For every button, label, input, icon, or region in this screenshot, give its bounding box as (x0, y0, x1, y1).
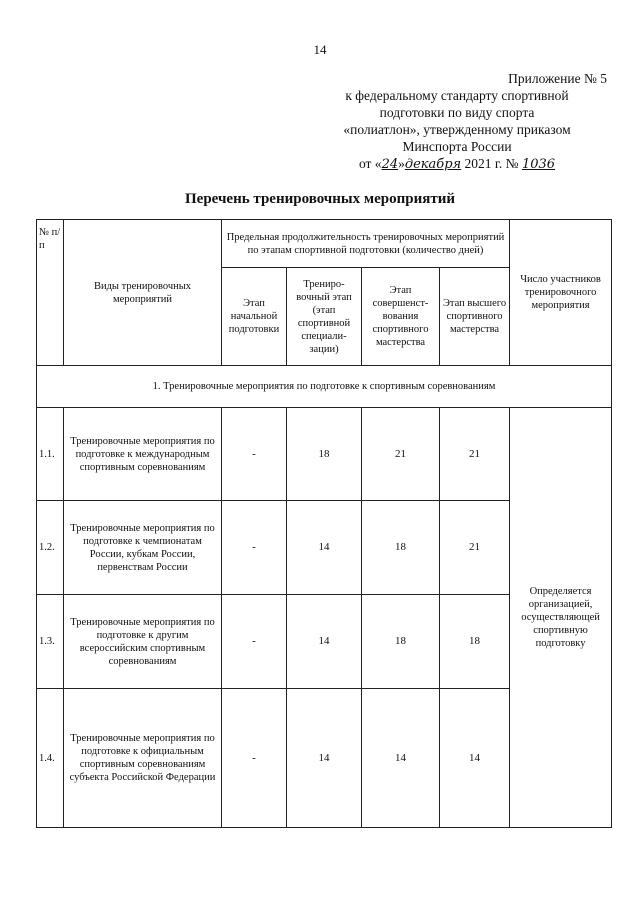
row-name: Тренировочные мероприятия по подготовке к чемпионатам России, кубкам России, первенствам России (64, 501, 222, 595)
header-stage-initial: Этап начальной подготовки (222, 268, 287, 366)
row-stage-initial: - (222, 689, 287, 828)
header-participants: Число участников тренировочного мероприятия (510, 220, 612, 366)
date-year: 2021 г. № (464, 156, 519, 171)
row-stage-training: 14 (287, 595, 362, 689)
header-stage-training: Трениро-вочный этап (этап спортивной специали-зации) (287, 268, 362, 366)
row-stage-initial: - (222, 501, 287, 595)
date-prefix: от « (358, 156, 382, 171)
row-stage-training: 14 (287, 501, 362, 595)
header-duration: Предельная продолжительность тренировочных мероприятий по этапам спортивной подготовки (количество дней) (222, 220, 510, 268)
row-stage-improvement: 18 (362, 501, 440, 595)
row-num: 1.1. (37, 408, 64, 501)
appendix-line: Минспорта России (402, 139, 512, 154)
row-stage-initial: - (222, 408, 287, 501)
document-title: Перечень тренировочных мероприятий (185, 191, 455, 207)
page-number: 14 (313, 42, 327, 57)
section-heading: 1. Тренировочные мероприятия по подготовке к спортивным соревнованиям (37, 366, 612, 408)
row-stage-initial: - (222, 595, 287, 689)
row-stage-training: 14 (287, 689, 362, 828)
date-mid: » (398, 156, 405, 171)
participants-value: Определяется организацией, осуществляющей спортивную подготовку (510, 408, 612, 828)
header-stage-higher: Этап высшего спортивного мастерства (440, 268, 510, 366)
header-stage-improvement: Этап совершенст-вования спортивного мастерства (362, 268, 440, 366)
row-stage-higher: 21 (440, 501, 510, 595)
row-num: 1.4. (37, 689, 64, 828)
row-stage-improvement: 14 (362, 689, 440, 828)
row-stage-improvement: 21 (362, 408, 440, 501)
order-number: 1036 (521, 157, 556, 172)
row-stage-higher: 14 (440, 689, 510, 828)
date-month: декабря (404, 157, 462, 172)
appendix-line: подготовки по виду спорта (379, 105, 535, 120)
row-stage-improvement: 18 (362, 595, 440, 689)
appendix-line: к федеральному стандарту спортивной (345, 88, 569, 103)
appendix-line: «полиатлон», утвержденному приказом (343, 122, 571, 137)
appendix-date-line (307, 155, 607, 173)
row-stage-higher: 18 (440, 595, 510, 689)
appendix-block (307, 70, 607, 173)
row-stage-higher: 21 (440, 408, 510, 501)
row-num: 1.2. (37, 501, 64, 595)
row-stage-training: 18 (287, 408, 362, 501)
events-table (36, 219, 612, 828)
appendix-title: Приложение № 5 (508, 71, 607, 86)
row-name: Тренировочные мероприятия по подготовке к международным спортивным соревнованиям (64, 408, 222, 501)
row-name: Тренировочные мероприятия по подготовке к другим всероссийским спортивным соревнованиям (64, 595, 222, 689)
header-types: Виды тренировочных мероприятий (64, 220, 222, 366)
row-name: Тренировочные мероприятия по подготовке к официальным спортивным соревнованиям субъекта Российской Федерации (64, 689, 222, 828)
row-num: 1.3. (37, 595, 64, 689)
date-day: 24 (381, 157, 399, 172)
header-num: № п/п (37, 220, 64, 366)
